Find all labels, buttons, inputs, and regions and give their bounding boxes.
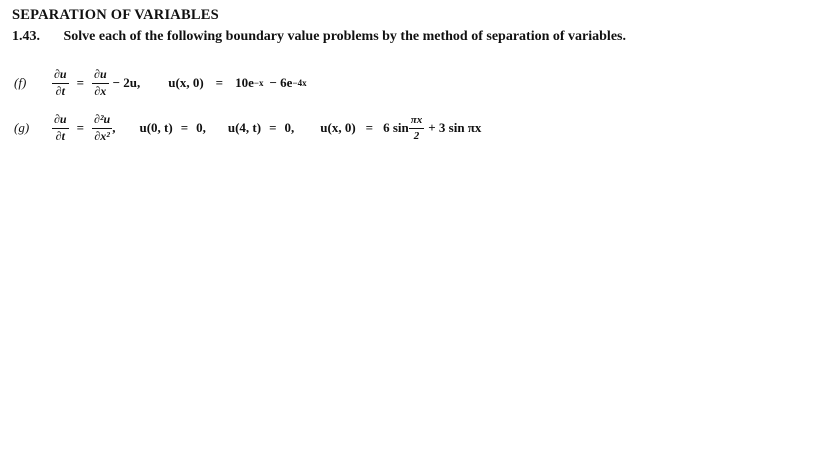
- ic-term-a-exponent: −x: [253, 78, 264, 88]
- frac-numerator: ∂u: [52, 68, 69, 84]
- equals-sign: =: [180, 120, 189, 135]
- pi-x-over-2-fraction: [409, 114, 425, 142]
- partial-u-partial-t-f: [52, 68, 69, 99]
- frac-denominator: ∂t: [55, 128, 65, 143]
- equals-sign: =: [215, 75, 224, 90]
- frac-numerator: πx: [409, 114, 425, 129]
- part-label-f: (f): [14, 75, 27, 90]
- ic-coefficient-g: 6 sin: [383, 120, 409, 135]
- equals-sign: =: [76, 120, 85, 135]
- ic-tail-g: + 3 sin πx: [428, 120, 482, 135]
- equation-part-f: [14, 65, 307, 101]
- section-heading: SEPARATION OF VARIABLES: [12, 7, 219, 23]
- frac-denominator: ∂x: [94, 83, 107, 98]
- equals-sign: =: [269, 120, 277, 135]
- equals-sign: =: [365, 120, 374, 135]
- equals-sign: =: [76, 75, 85, 90]
- equation-part-g: [14, 110, 481, 146]
- part-label-g: (g): [14, 120, 30, 135]
- frac-denominator: 2: [413, 129, 420, 142]
- problem-statement-line: [12, 29, 626, 45]
- partial-u-partial-x-f: [92, 68, 109, 99]
- boundary-condition-2-lhs: u(4, t): [227, 120, 262, 135]
- problem-number: 1.43.: [12, 29, 40, 44]
- second-partial-u-x-g: [92, 113, 112, 144]
- boundary-condition-2-rhs: 0,: [284, 120, 295, 135]
- ic-term-a-f: 10e: [235, 75, 254, 90]
- partial-u-partial-t-g: [52, 113, 69, 144]
- frac-numerator: ∂u: [92, 68, 109, 84]
- boundary-condition-1-rhs: 0,: [196, 120, 206, 135]
- ic-term-b-exponent: −4x: [292, 78, 307, 88]
- initial-condition-lhs-g: u(x, 0): [320, 120, 356, 135]
- initial-condition-lhs-f: u(x, 0): [168, 75, 204, 90]
- pde-comma-g: ,: [112, 120, 116, 135]
- frac-numerator: ∂²u: [92, 113, 112, 129]
- frac-numerator: ∂u: [52, 113, 69, 129]
- frac-denominator: ∂t: [55, 83, 65, 98]
- ic-term-b-f: − 6e: [269, 75, 293, 90]
- boundary-condition-1-lhs: u(0, t): [139, 120, 173, 135]
- pde-tail-f: − 2u,: [112, 75, 141, 90]
- problem-statement: Solve each of the following boundary value problems by the method of separation of variables.: [63, 29, 626, 44]
- frac-denominator: ∂x²: [94, 128, 110, 143]
